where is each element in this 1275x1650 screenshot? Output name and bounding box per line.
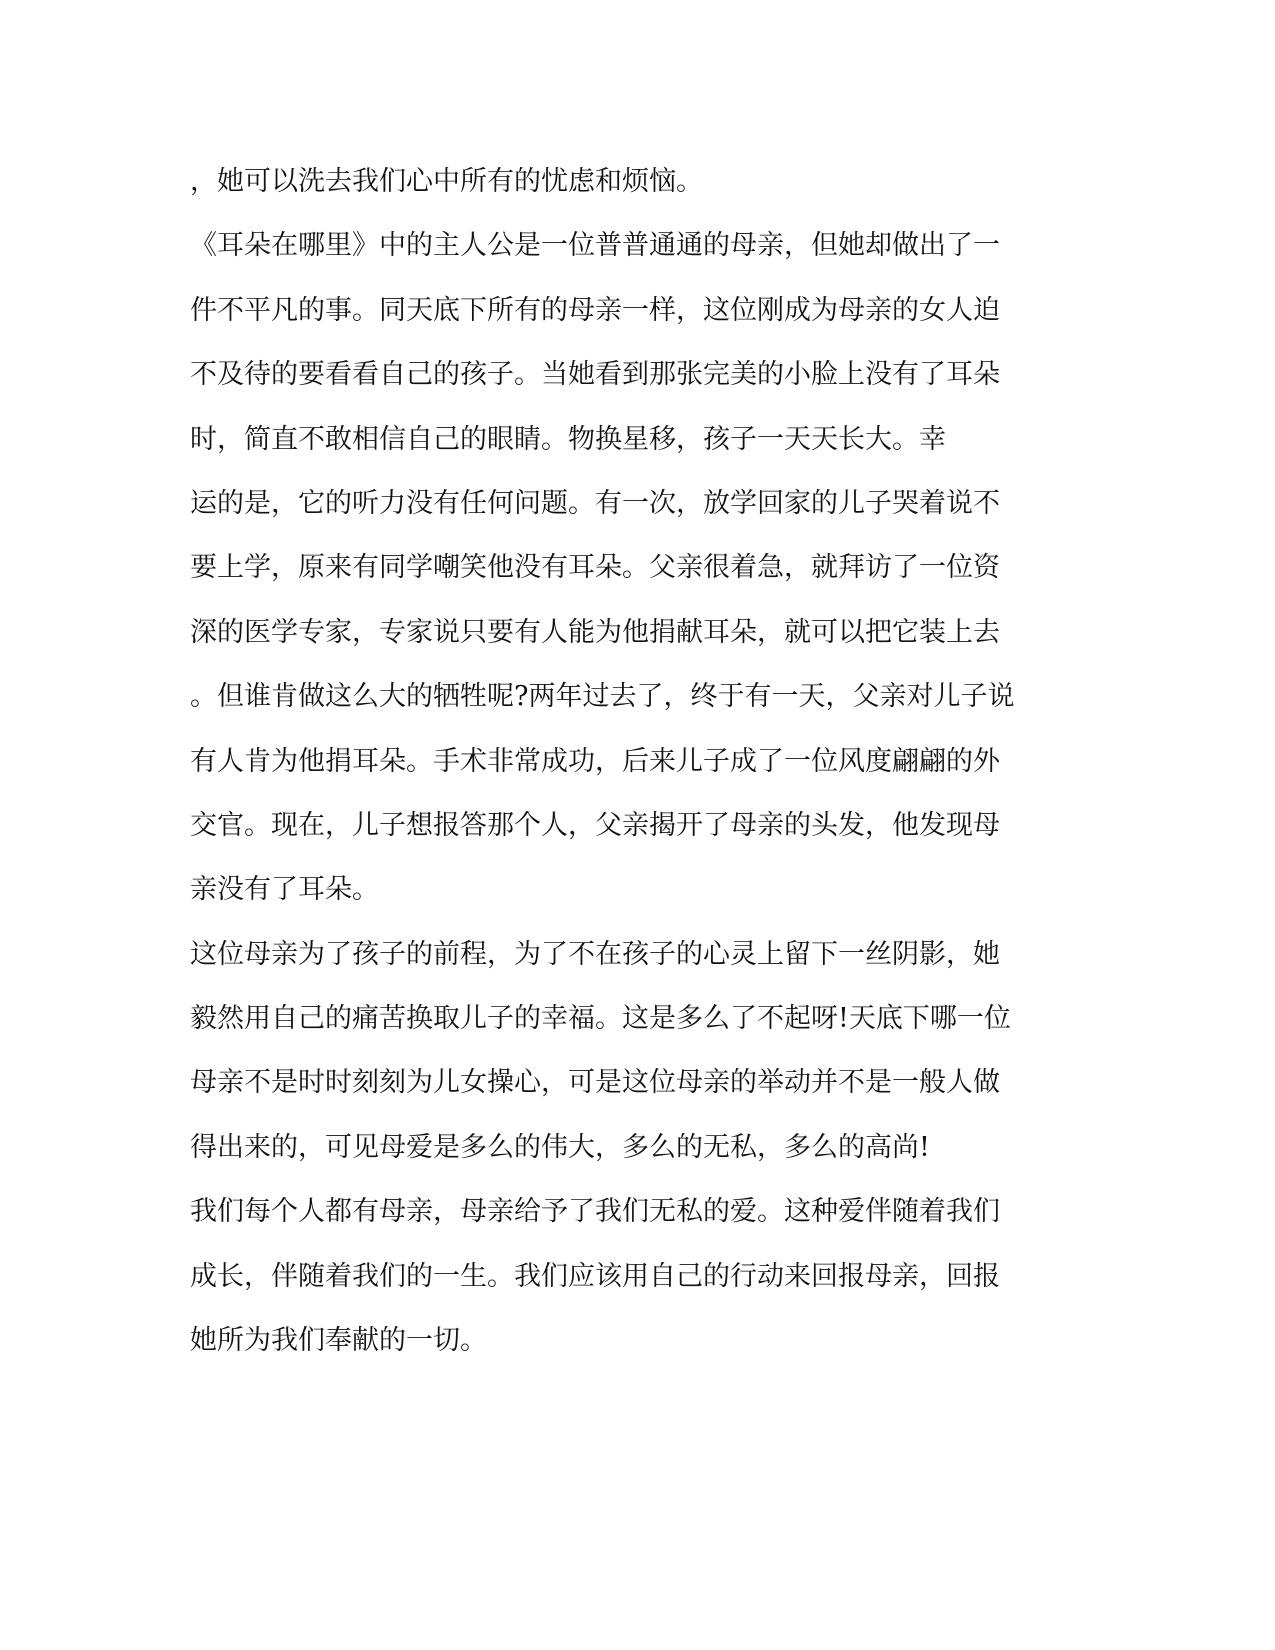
text-line: 。但谁肯做这么大的牺牲呢?两年过去了，终于有一天，父亲对儿子说 <box>190 681 1015 713</box>
text-line: 要上学，原来有同学嘲笑他没有耳朵。父亲很着急，就拜访了一位资 <box>190 552 1000 584</box>
essay-text <box>190 166 1090 1393</box>
text-line: 我们每个人都有母亲，母亲给予了我们无私的爱。这种爱伴随着我们 <box>190 1196 1000 1228</box>
text-line: 有人肯为他捐耳朵。手术非常成功，后来儿子成了一位风度翩翩的外 <box>190 745 1000 777</box>
text-line: 不及待的要看看自己的孩子。当她看到那张完美的小脸上没有了耳朵 <box>190 359 1000 391</box>
text-line: 运的是，它的听力没有任何问题。有一次，放学回家的儿子哭着说不 <box>190 487 1000 519</box>
text-line: 深的医学专家，专家说只要有人能为他捐献耳朵，就可以把它装上去 <box>190 616 1000 648</box>
text-line: 亲没有了耳朵。 <box>190 874 379 906</box>
text-line: 成长，伴随着我们的一生。我们应该用自己的行动来回报母亲，回报 <box>190 1260 1000 1292</box>
text-line: 母亲不是时时刻刻为儿女操心，可是这位母亲的举动并不是一般人做 <box>190 1067 1000 1099</box>
text-line: 件不平凡的事。同天底下所有的母亲一样，这位刚成为母亲的女人迫 <box>190 294 1000 326</box>
text-line: 这位母亲为了孩子的前程，为了不在孩子的心灵上留下一丝阴影，她 <box>190 938 1000 970</box>
text-line: ，她可以洗去我们心中所有的忧虑和烦恼。 <box>190 166 703 197</box>
text-line: 毅然用自己的痛苦换取儿子的幸福。这是多么了不起呀!天底下哪一位 <box>190 1003 1011 1035</box>
text-line: 《耳朵在哪里》中的主人公是一位普普通通的母亲，但她却做出了一 <box>190 230 1000 262</box>
text-line: 时，简直不敢相信自己的眼睛。物换星移，孩子一天天长大。幸 <box>190 423 946 455</box>
text-line: 得出来的，可见母爱是多么的伟大，多么的无私，多么的高尚! <box>190 1131 930 1163</box>
text-line: 交官。现在，儿子想报答那个人，父亲揭开了母亲的头发，他发现母 <box>190 809 1000 841</box>
text-line: 她所为我们奉献的一切。 <box>190 1325 487 1357</box>
